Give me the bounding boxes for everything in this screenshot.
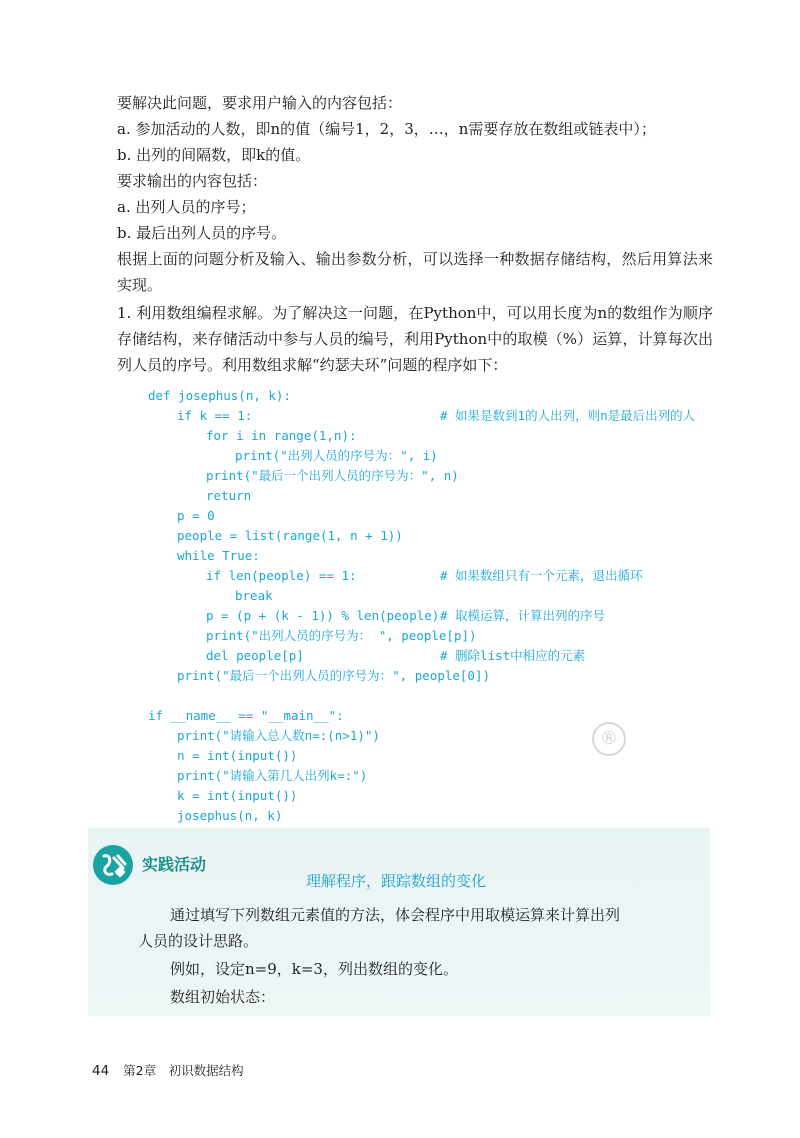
paragraph-input-b: b. 出列的间隔数，即k的值。 bbox=[117, 146, 311, 164]
code-line bbox=[206, 606, 606, 626]
page-footer bbox=[92, 1061, 244, 1079]
code-text: p = (p + (k - 1)) % len(people) bbox=[206, 608, 440, 623]
code-text: print("出列人员的序号为：", i) bbox=[235, 448, 438, 463]
code-line bbox=[177, 666, 490, 686]
code-text: people = list(range(1, n + 1)) bbox=[177, 528, 403, 543]
code-line bbox=[177, 746, 297, 766]
code-text: print("出列人员的序号为： ", people[p]) bbox=[206, 628, 477, 643]
code-line bbox=[206, 626, 477, 646]
paragraph-array-method: 1. 利用数组编程求解。为了解决这一问题，在Python中，可以用长度为n的数组作为顺序存储结构，来存储活动中参与人员的编号，利用Python中的取模（%）运算，计算每次出列人员的序号。利用数组求解“约瑟夫环”问题的程序如下： bbox=[117, 304, 713, 374]
code-text: if len(people) == 1: bbox=[206, 568, 357, 583]
code-line bbox=[206, 466, 459, 486]
code-text: print("最后一个出列人员的序号为：", people[0]) bbox=[177, 668, 491, 683]
code-text: def josephus(n, k): bbox=[148, 388, 291, 403]
paragraph-input-intro: 要解决此问题，要求用户输入的内容包括： bbox=[117, 94, 403, 112]
code-comment: # 如果数组只有一个元素，退出循环 bbox=[440, 568, 643, 583]
paragraph-output-b: b. 最后出列人员的序号。 bbox=[117, 224, 287, 242]
code-text: if __name__ == "__main__": bbox=[148, 708, 344, 723]
code-line bbox=[235, 586, 273, 606]
code-line bbox=[206, 486, 251, 506]
paragraph-output-a: a. 出列人员的序号； bbox=[117, 198, 256, 216]
page-number: 44 bbox=[92, 1063, 110, 1079]
code-text: for i in range(1,n): bbox=[206, 428, 357, 443]
code-text: del people[p] bbox=[206, 648, 304, 663]
practice-line-4: 数组初始状态： bbox=[170, 988, 276, 1006]
practice-activity-subtitle: 理解程序，跟踪数组的变化 bbox=[306, 872, 487, 890]
code-text: josephus(n, k) bbox=[177, 808, 283, 823]
chapter-title: 第2章 初识数据结构 bbox=[123, 1063, 244, 1078]
practice-line-2: 人员的设计思路。 bbox=[138, 932, 259, 950]
code-text: while True: bbox=[177, 548, 260, 563]
practice-line-3: 例如，设定n=9，k=3，列出数组的变化。 bbox=[170, 960, 458, 978]
code-text: p = 0 bbox=[177, 508, 215, 523]
code-line bbox=[148, 706, 344, 726]
code-line bbox=[177, 546, 260, 566]
practice-activity-heading: 实践活动 bbox=[142, 855, 207, 874]
code-line bbox=[206, 566, 643, 586]
code-line bbox=[206, 646, 586, 666]
code-line bbox=[235, 446, 438, 466]
code-comment: # 取模运算，计算出列的序号 bbox=[440, 608, 606, 623]
code-text: return bbox=[206, 488, 252, 503]
code-text: k = int(input()) bbox=[177, 788, 298, 803]
code-text: if k == 1: bbox=[177, 408, 253, 423]
code-line bbox=[148, 386, 291, 406]
practice-line-1: 通过填写下列数组元素值的方法，体会程序中用取模运算来计算出列 bbox=[170, 906, 621, 924]
code-line bbox=[177, 506, 215, 526]
watermark-logo bbox=[330, 700, 650, 840]
code-comment: # 删除list中相应的元素 bbox=[440, 648, 586, 663]
code-text: n = int(input()) bbox=[177, 748, 298, 763]
code-line bbox=[177, 406, 696, 426]
code-line bbox=[177, 526, 403, 546]
code-line bbox=[206, 426, 357, 446]
code-text: print("请输入总人数n=:(n>1)") bbox=[177, 728, 380, 743]
code-line bbox=[177, 786, 297, 806]
code-text: break bbox=[235, 588, 273, 603]
practice-activity-icon bbox=[92, 844, 134, 886]
paragraph-input-a: a. 参加活动的人数，即n的值（编号1，2，3，…，n需要存放在数组或链表中）； bbox=[117, 120, 656, 138]
code-comment: # 如果是数到1的人出列，则n是最后出列的人 bbox=[440, 408, 696, 423]
registered-icon: ® bbox=[592, 722, 626, 756]
paragraph-output-intro: 要求输出的内容包括： bbox=[117, 172, 268, 190]
code-text: print("最后一个出列人员的序号为：", n) bbox=[206, 468, 459, 483]
paragraph-analysis: 根据上面的问题分析及输入、输出参数分析，可以选择一种数据存储结构，然后用算法来实现。 bbox=[117, 250, 713, 294]
code-text: print("请输入第几人出列k=:") bbox=[177, 768, 368, 783]
code-line bbox=[177, 806, 282, 826]
